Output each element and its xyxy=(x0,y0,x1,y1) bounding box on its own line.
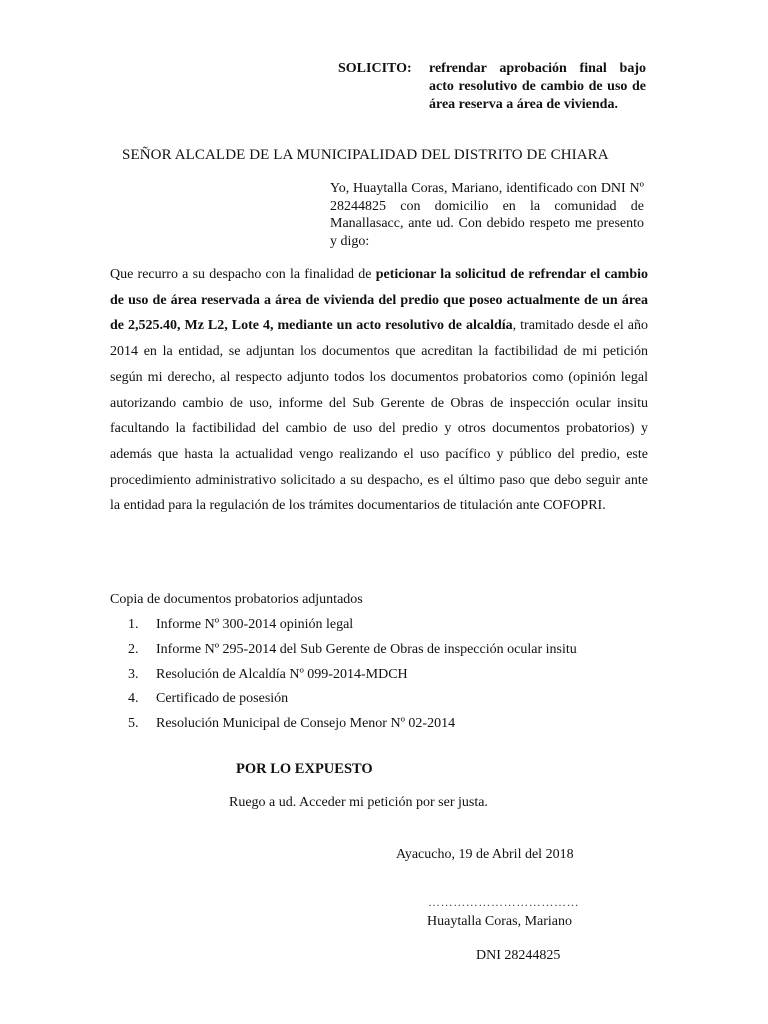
signer-dni: DNI 28244825 xyxy=(476,948,561,963)
list-item-number: 1. xyxy=(128,617,139,632)
list-item xyxy=(128,714,577,739)
list-item xyxy=(128,640,577,665)
signature-line: ……………………………… xyxy=(428,895,580,909)
list-item-text: Informe Nº 300-2014 opinión legal xyxy=(156,617,354,632)
signer-name: Huaytalla Coras, Mariano xyxy=(427,914,573,929)
list-item-number: 4. xyxy=(128,691,139,707)
main-paragraph-rest: , tramitado desde el año 2014 en la entidad, se adjuntan los documentos que acreditan la factibilidad de mi petición según mi derecho, al respecto adjunto todos los documentos probatorios como (opinión legal autorizando cambio de uso, informe del Sub Gerente de Obras de inspección ocular insitu facultando la factibilidad del cambio de uso del predio y otros documentos probatorios) y además que hasta la actualidad vengo realizando el uso pacífico y público del predio, este procedimiento administrativo solicitado a su despacho, es el último paso que debo seguir ante la entidad para la regulación de los trámites documentarios de titulación ante COFOPRI. xyxy=(110,318,648,514)
addressee: SEÑOR ALCALDE DE LA MUNICIPALIDAD DEL DISTRITO DE CHIARA xyxy=(122,147,609,163)
documents-list xyxy=(128,615,577,739)
list-item xyxy=(128,615,577,640)
documents-heading: Copia de documentos probatorios adjuntados xyxy=(110,592,363,607)
list-item-number: 5. xyxy=(128,716,139,732)
list-item-text: Certificado de posesión xyxy=(156,691,289,707)
list-item xyxy=(128,665,577,690)
subject-text: refrendar aprobación final bajo acto resolutivo de cambio de uso de área reserva a área de vivienda. xyxy=(429,61,646,112)
subject-block xyxy=(338,60,646,114)
list-item-text: Resolución Municipal de Consejo Menor Nº 02-2014 xyxy=(156,716,456,732)
place-and-date: Ayacucho, 19 de Abril del 2018 xyxy=(396,847,574,862)
list-item-text: Informe Nº 295-2014 del Sub Gerente de Obras de inspección ocular insitu xyxy=(156,641,577,657)
list-item xyxy=(128,689,577,714)
list-item-text: Resolución de Alcaldía Nº 099-2014-MDCH xyxy=(156,666,408,682)
introduction-paragraph: Yo, Huaytalla Coras, Mariano, identificado con DNI Nº 28244825 con domicilio en la comunidad de Manallasacc, ante ud. Con debido respeto me presento y digo: xyxy=(330,181,644,249)
main-paragraph-lead: Que recurro a su despacho con la finalidad de xyxy=(110,267,376,282)
closing-heading: POR LO EXPUESTO xyxy=(236,761,373,777)
closing-request: Ruego a ud. Acceder mi petición por ser justa. xyxy=(229,795,488,810)
main-paragraph xyxy=(110,262,648,519)
main-paragraph-bold: peticionar la solicitud de refrendar el cambio de uso de área reservada a área de vivienda del predio que poseo actualmente de un área de 2,525.40, Mz L2, Lote 4, mediante un acto resolutivo de alcaldía xyxy=(110,267,649,334)
list-item-number: 2. xyxy=(128,641,139,657)
subject-label: SOLICITO: xyxy=(338,61,412,76)
list-item-number: 3. xyxy=(128,666,139,682)
